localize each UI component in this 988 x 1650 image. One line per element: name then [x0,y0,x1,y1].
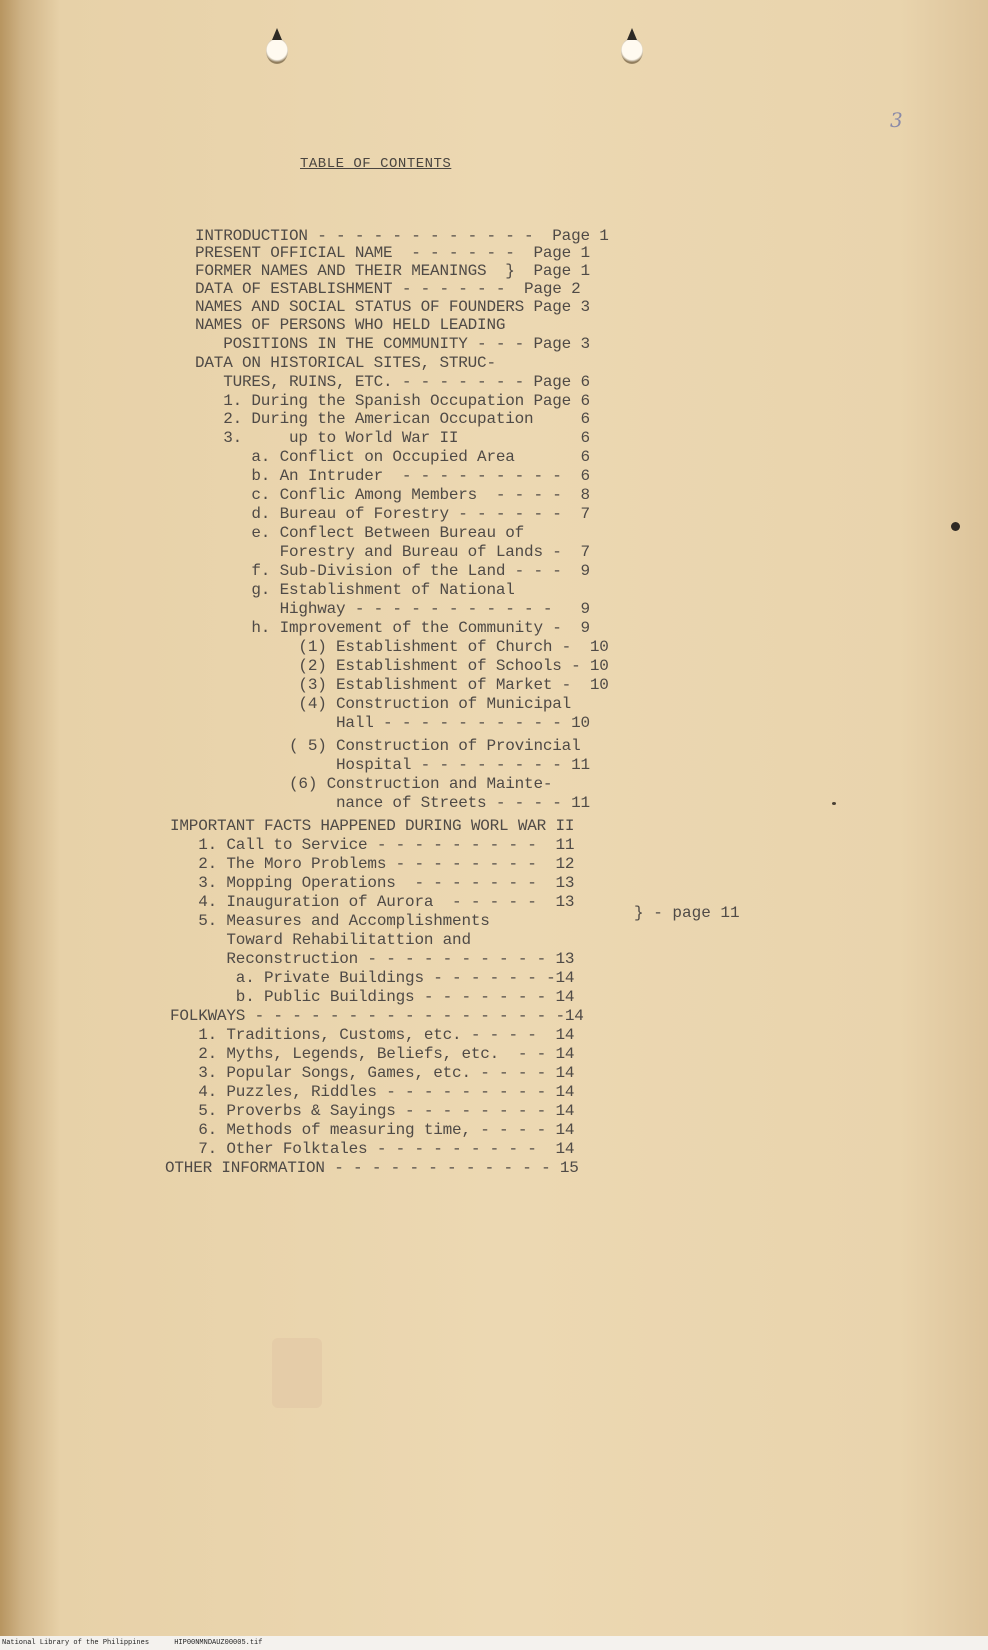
toc-entry: a. Conflict on Occupied Area 6 [195,448,590,466]
toc-entry: 4. Inauguration of Aurora - - - - - 13 [170,893,575,911]
toc-entry: 3. Mopping Operations - - - - - - - 13 [170,874,575,892]
toc-entry: 2. The Moro Problems - - - - - - - - 12 [170,855,575,873]
toc-entry: 3. Popular Songs, Games, etc. - - - - 14 [170,1064,575,1082]
toc-entry: OTHER INFORMATION - - - - - - - - - - - - 15 [165,1159,579,1177]
toc-entry: FORMER NAMES AND THEIR MEANINGS } Page 1 [195,262,590,280]
toc-entry: Forestry and Bureau of Lands - 7 [195,543,590,561]
toc-entry: NAMES OF PERSONS WHO HELD LEADING [195,316,506,334]
toc-entry: NAMES AND SOCIAL STATUS OF FOUNDERS Page 3 [195,298,590,316]
toc-entry: c. Conflic Among Members - - - - 8 [195,486,590,504]
toc-entry: Toward Rehabilitattion and [170,931,471,949]
toc-entry: b. An Intruder - - - - - - - - - 6 [195,467,590,485]
toc-entry: (1) Establishment of Church - 10 [195,638,609,656]
toc-entry: TURES, RUINS, ETC. - - - - - - - Page 6 [195,373,590,391]
footer-caption: National Library of the Philippines HIP00NMNDAUZ00005.tif [0,1636,988,1650]
toc-entry: PRESENT OFFICIAL NAME - - - - - - Page 1 [195,244,590,262]
toc-entry: 6. Methods of measuring time, - - - - 14 [170,1121,575,1139]
toc-entry: 4. Puzzles, Riddles - - - - - - - - - 14 [170,1083,575,1101]
toc-entry: d. Bureau of Forestry - - - - - - 7 [195,505,590,523]
toc-entry: h. Improvement of the Community - 9 [195,619,590,637]
toc-entry: POSITIONS IN THE COMMUNITY - - - Page 3 [195,335,590,353]
toc-entry: IMPORTANT FACTS HAPPENED DURING WORL WAR II [170,817,575,835]
toc-entry: (4) Construction of Municipal [195,695,572,713]
toc-entry: nance of Streets - - - - 11 [195,794,590,812]
toc-entry: 1. Traditions, Customs, etc. - - - - 14 [170,1026,575,1044]
toc-entry: DATA OF ESTABLISHMENT - - - - - - Page 2 [195,280,581,298]
toc-entry: (6) Construction and Mainte- [195,775,553,793]
toc-entry: 1. Call to Service - - - - - - - - - 11 [170,836,575,854]
toc-entry: Highway - - - - - - - - - - - 9 [195,600,590,618]
toc-entry: 3. up to World War II 6 [195,429,590,447]
punch-hole-left [266,38,288,64]
toc-entry: b. Public Buildings - - - - - - - 14 [170,988,575,1006]
toc-entry: (3) Establishment of Market - 10 [195,676,609,694]
toc-entry: a. Private Buildings - - - - - - -14 [170,969,575,987]
toc-entry: Reconstruction - - - - - - - - - - 13 [170,950,575,968]
page-number: 3 [890,108,903,132]
toc-entry: 2. Myths, Legends, Beliefs, etc. - - 14 [170,1045,575,1063]
toc-entry: ( 5) Construction of Provincial [195,737,581,755]
ink-spot [951,522,960,531]
toc-entry: FOLKWAYS - - - - - - - - - - - - - - - - -14 [170,1007,584,1025]
toc-entry: f. Sub-Division of the Land - - - 9 [195,562,590,580]
toc-entry: e. Conflect Between Bureau of [195,524,525,542]
toc-entry: DATA ON HISTORICAL SITES, STRUC- [195,354,496,372]
ink-speck [832,802,836,805]
toc-entry: Hospital - - - - - - - - 11 [195,756,590,774]
toc-entry: 5. Proverbs & Sayings - - - - - - - - 14 [170,1102,575,1120]
toc-entry: 5. Measures and Accomplishments [170,912,490,930]
toc-entry: (2) Establishment of Schools - 10 [195,657,609,675]
important-facts-page-ref: } - page 11 [634,904,740,922]
toc-entry: Hall - - - - - - - - - - 10 [195,714,590,732]
toc-entry: g. Establishment of National [195,581,515,599]
paper-stain [272,1338,322,1408]
toc-entry: 2. During the American Occupation 6 [195,410,590,428]
toc-title: TABLE OF CONTENTS [300,156,452,172]
toc-entry: 1. During the Spanish Occupation Page 6 [195,392,590,410]
toc-entry: INTRODUCTION - - - - - - - - - - - - Page 1 [195,227,609,245]
toc-entry: 7. Other Folktales - - - - - - - - - 14 [170,1140,575,1158]
punch-hole-right [621,38,643,64]
